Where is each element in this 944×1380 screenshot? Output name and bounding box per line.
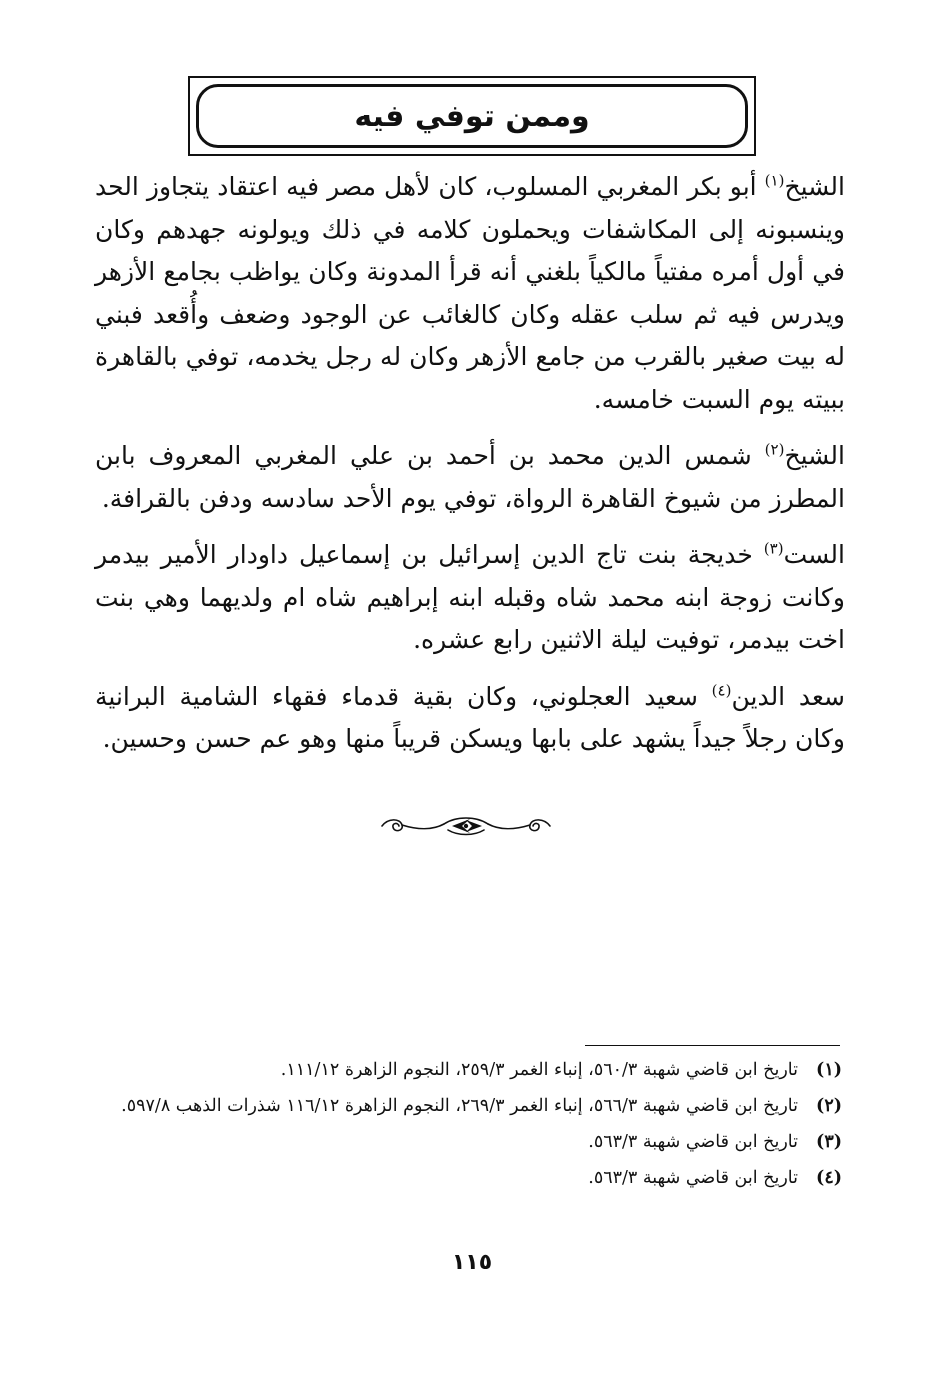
footnote-number: (٤) <box>816 1168 842 1188</box>
floral-divider-icon <box>378 808 554 844</box>
entry-paragraph-2 <box>95 435 845 520</box>
entry-paragraph-4 <box>95 676 845 761</box>
footnote-ref: (٢) <box>764 440 785 459</box>
main-text <box>95 166 845 775</box>
footnote-2 <box>92 1089 842 1123</box>
entry-lead: الشيخ <box>784 172 845 201</box>
footnote-4 <box>92 1161 842 1195</box>
entry-text: أبو بكر المغربي المسلوب، كان لأهل مصر فيه اعتقاد يتجاوز الحد وينسبونه إلى المكاشفات ويحملون كلامه في ذلك ويولونه جهدهم وكان في أول أمره مفتياً مالكياً بلغني أنه قرأ المدونة وكان يواظب بجامع الأزهر ويدرس فيه ثم سلب عقله وكان كالغائب عن الوجود وضعف وأُقعد فبني له بيت صغير بالقرب من جامع الأزهر وكان له رجل يخدمه، توفي بالقاهرة ببيته يوم السبت خامسه. <box>95 172 845 414</box>
entry-text: خديجة بنت تاج الدين إسرائيل بن إسماعيل داودار الأمير بيدمر وكانت زوجة ابنه محمد شاه وقبله ابنه إبراهيم شاه ام ولديهما وهي بنت اخت بيدمر، توفيت ليلة الاثنين رابع عشره. <box>95 540 845 654</box>
footnote-separator <box>585 1045 840 1046</box>
footnote-text: تاريخ ابن قاضي شهبة ٥٦٦/٣، إنباء الغمر ٢٦٩/٣، النجوم الزاهرة ١١٦/١٢ شذرات الذهب ٥٩٧/٨. <box>121 1096 798 1116</box>
entry-paragraph-3 <box>95 534 845 662</box>
footnote-number: (١) <box>816 1060 842 1080</box>
footnote-number: (٢) <box>816 1096 842 1116</box>
footnote-ref: (١) <box>764 171 785 190</box>
entry-paragraph-1 <box>95 166 845 421</box>
page-number: ١١٥ <box>451 1250 493 1275</box>
footnote-3 <box>92 1125 842 1159</box>
footnote-text: تاريخ ابن قاضي شهبة ٥٦٣/٣. <box>588 1168 798 1188</box>
section-title-frame <box>188 76 756 156</box>
entry-lead: الشيخ <box>784 441 845 470</box>
footnote-ref: (٤) <box>711 681 732 700</box>
footnote-1 <box>92 1053 842 1087</box>
entry-lead: سعد الدين <box>731 681 845 711</box>
entry-text: سعيد العجلوني، وكان بقية قدماء فقهاء الشامية البرانية وكان رجلاً جيداً يشهد على بابها ويسكن قريباً منها وهو عم حسن وحسين. <box>95 681 845 753</box>
footnote-text: تاريخ ابن قاضي شهبة ٥٦٣/٣. <box>588 1132 798 1152</box>
entry-text: شمس الدين محمد بن أحمد بن علي المغربي المعروف بابن المطرز من شيوخ القاهرة الرواة، توفي يوم الأحد سادسه ودفن بالقرافة. <box>95 441 845 513</box>
entry-lead: الست <box>783 540 845 569</box>
footnotes <box>92 1053 842 1197</box>
section-title-inner-border <box>196 84 748 148</box>
footnote-number: (٣) <box>816 1132 842 1152</box>
footnote-ref: (٣) <box>763 539 784 558</box>
section-title: وممن توفي فيه <box>354 98 590 134</box>
footnote-text: تاريخ ابن قاضي شهبة ٥٦٠/٣، إنباء الغمر ٢٥٩/٣، النجوم الزاهرة ١١١/١٢. <box>280 1060 798 1080</box>
